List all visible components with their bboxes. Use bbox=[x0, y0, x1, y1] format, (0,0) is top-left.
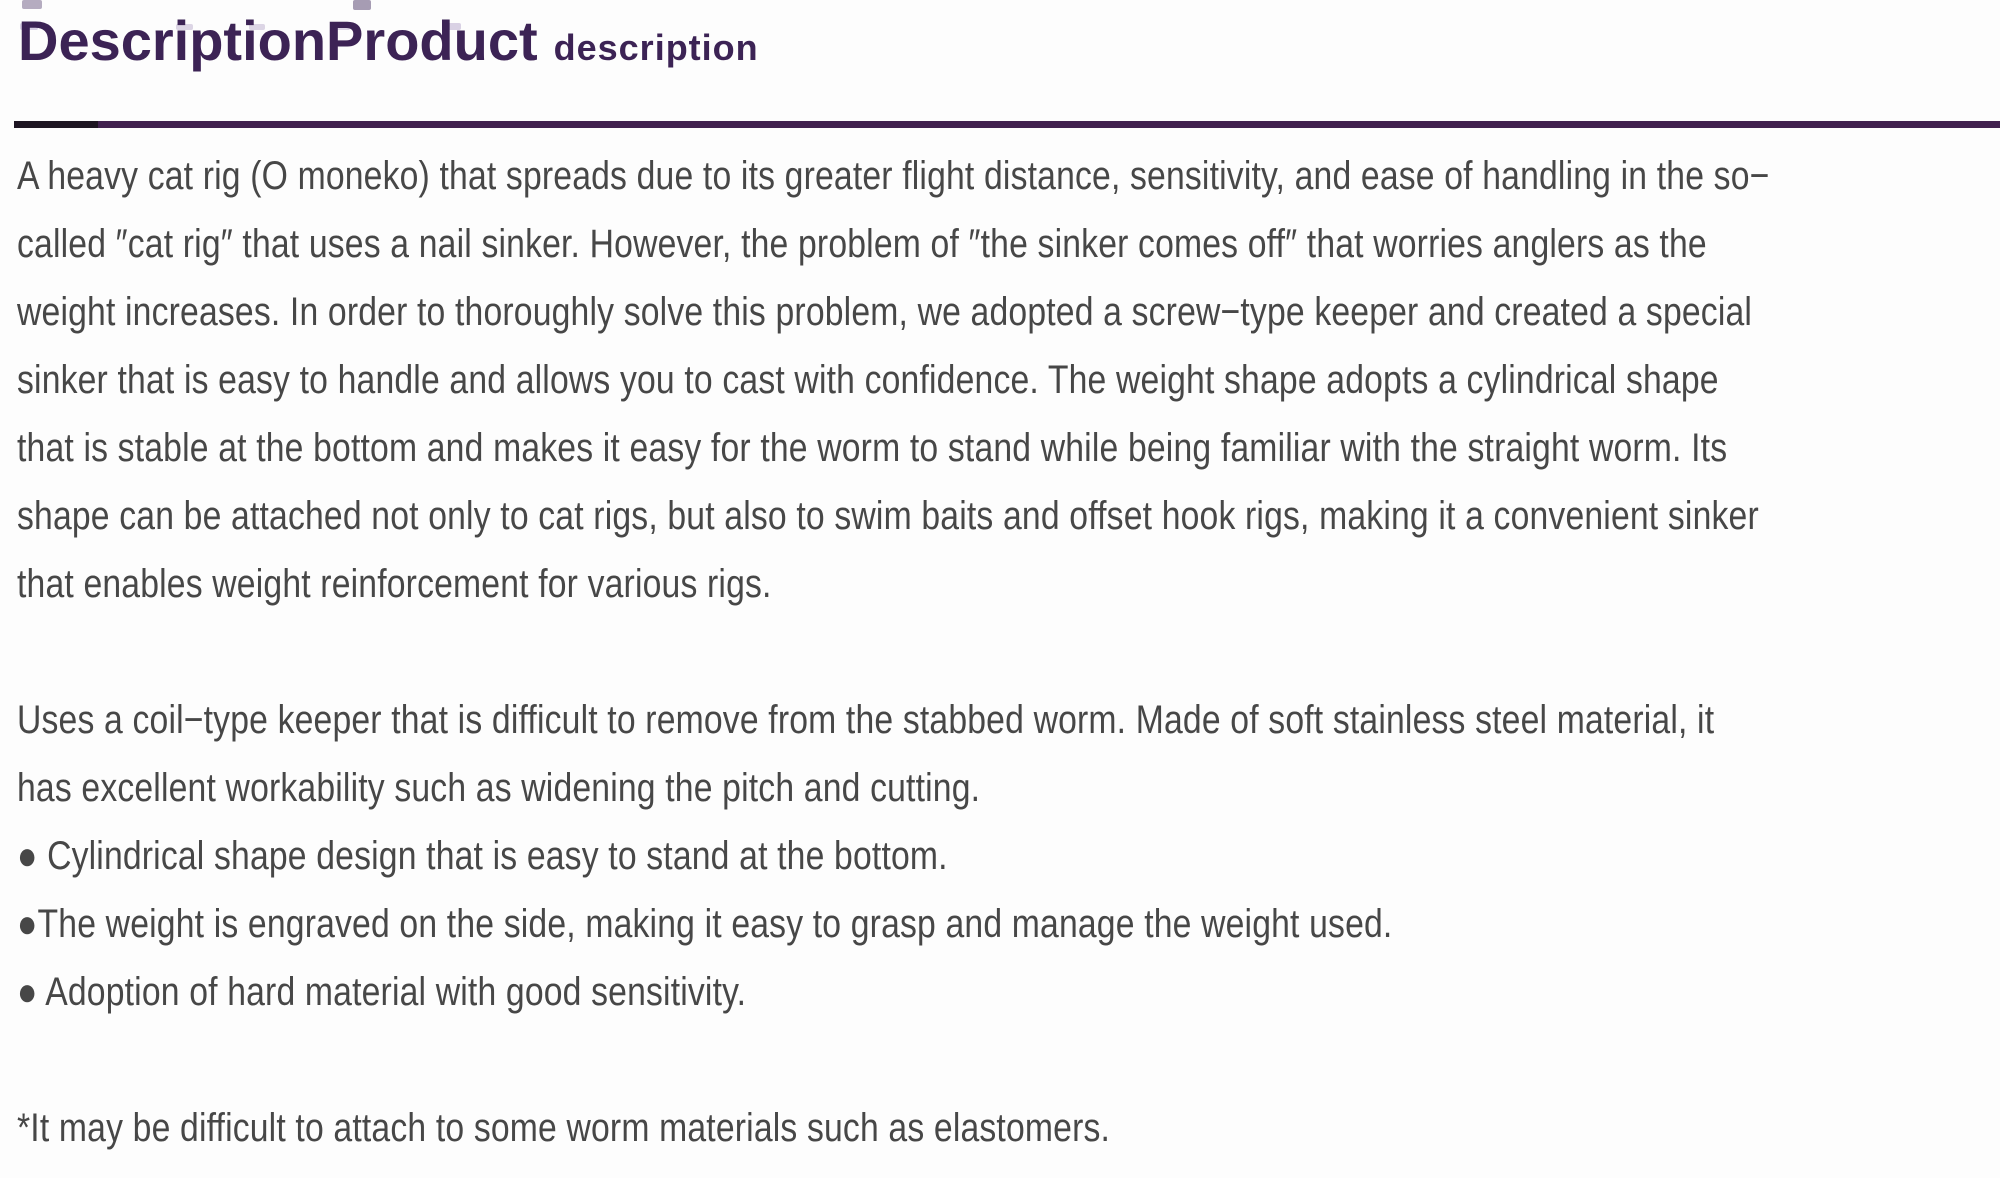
section-subtitle: description bbox=[553, 27, 759, 68]
text-line: weight increases. In order to thoroughly solve this problem, we adopted a screw−type keeper and created a special bbox=[17, 290, 1753, 334]
section-title: DescriptionProduct bbox=[18, 9, 538, 72]
text-line: that is stable at the bottom and makes it easy for the worm to stand while being familiar with the straight worm. Its bbox=[17, 426, 1728, 470]
text-line: ● Cylindrical shape design that is easy to stand at the bottom. bbox=[17, 834, 948, 878]
text-line: shape can be attached not only to cat rigs, but also to swim baits and offset hook rigs, making it a convenient sinker bbox=[17, 494, 1759, 538]
section-header bbox=[18, 8, 759, 73]
header-divider-rule bbox=[14, 121, 2000, 128]
content-area bbox=[17, 142, 2000, 1162]
divider-dark-tip bbox=[14, 121, 98, 128]
blank-line bbox=[17, 1026, 2000, 1094]
text-line: Uses a coil−type keeper that is difficult to remove from the stabbed worm. Made of soft stainless steel material, it bbox=[17, 698, 1715, 742]
text-line: sinker that is easy to handle and allows you to cast with confidence. The weight shape adopts a cylindrical shape bbox=[17, 358, 1719, 402]
text-line: called ″cat rig″ that uses a nail sinker. However, the problem of ″the sinker comes off″ that worries anglers as the bbox=[17, 222, 1707, 266]
text-line: that enables weight reinforcement for various rigs. bbox=[17, 562, 772, 606]
blank-line bbox=[17, 618, 2000, 686]
text-line: ● Adoption of hard material with good sensitivity. bbox=[17, 970, 747, 1014]
text-line: *It may be difficult to attach to some worm materials such as elastomers. bbox=[17, 1106, 1111, 1150]
text-line: has excellent workability such as widening the pitch and cutting. bbox=[17, 766, 981, 810]
text-line: A heavy cat rig (O moneko) that spreads due to its greater flight distance, sensitivity, and ease of handling in the so− bbox=[17, 154, 1770, 198]
text-line: ●The weight is engraved on the side, making it easy to grasp and manage the weight used. bbox=[17, 902, 1393, 946]
